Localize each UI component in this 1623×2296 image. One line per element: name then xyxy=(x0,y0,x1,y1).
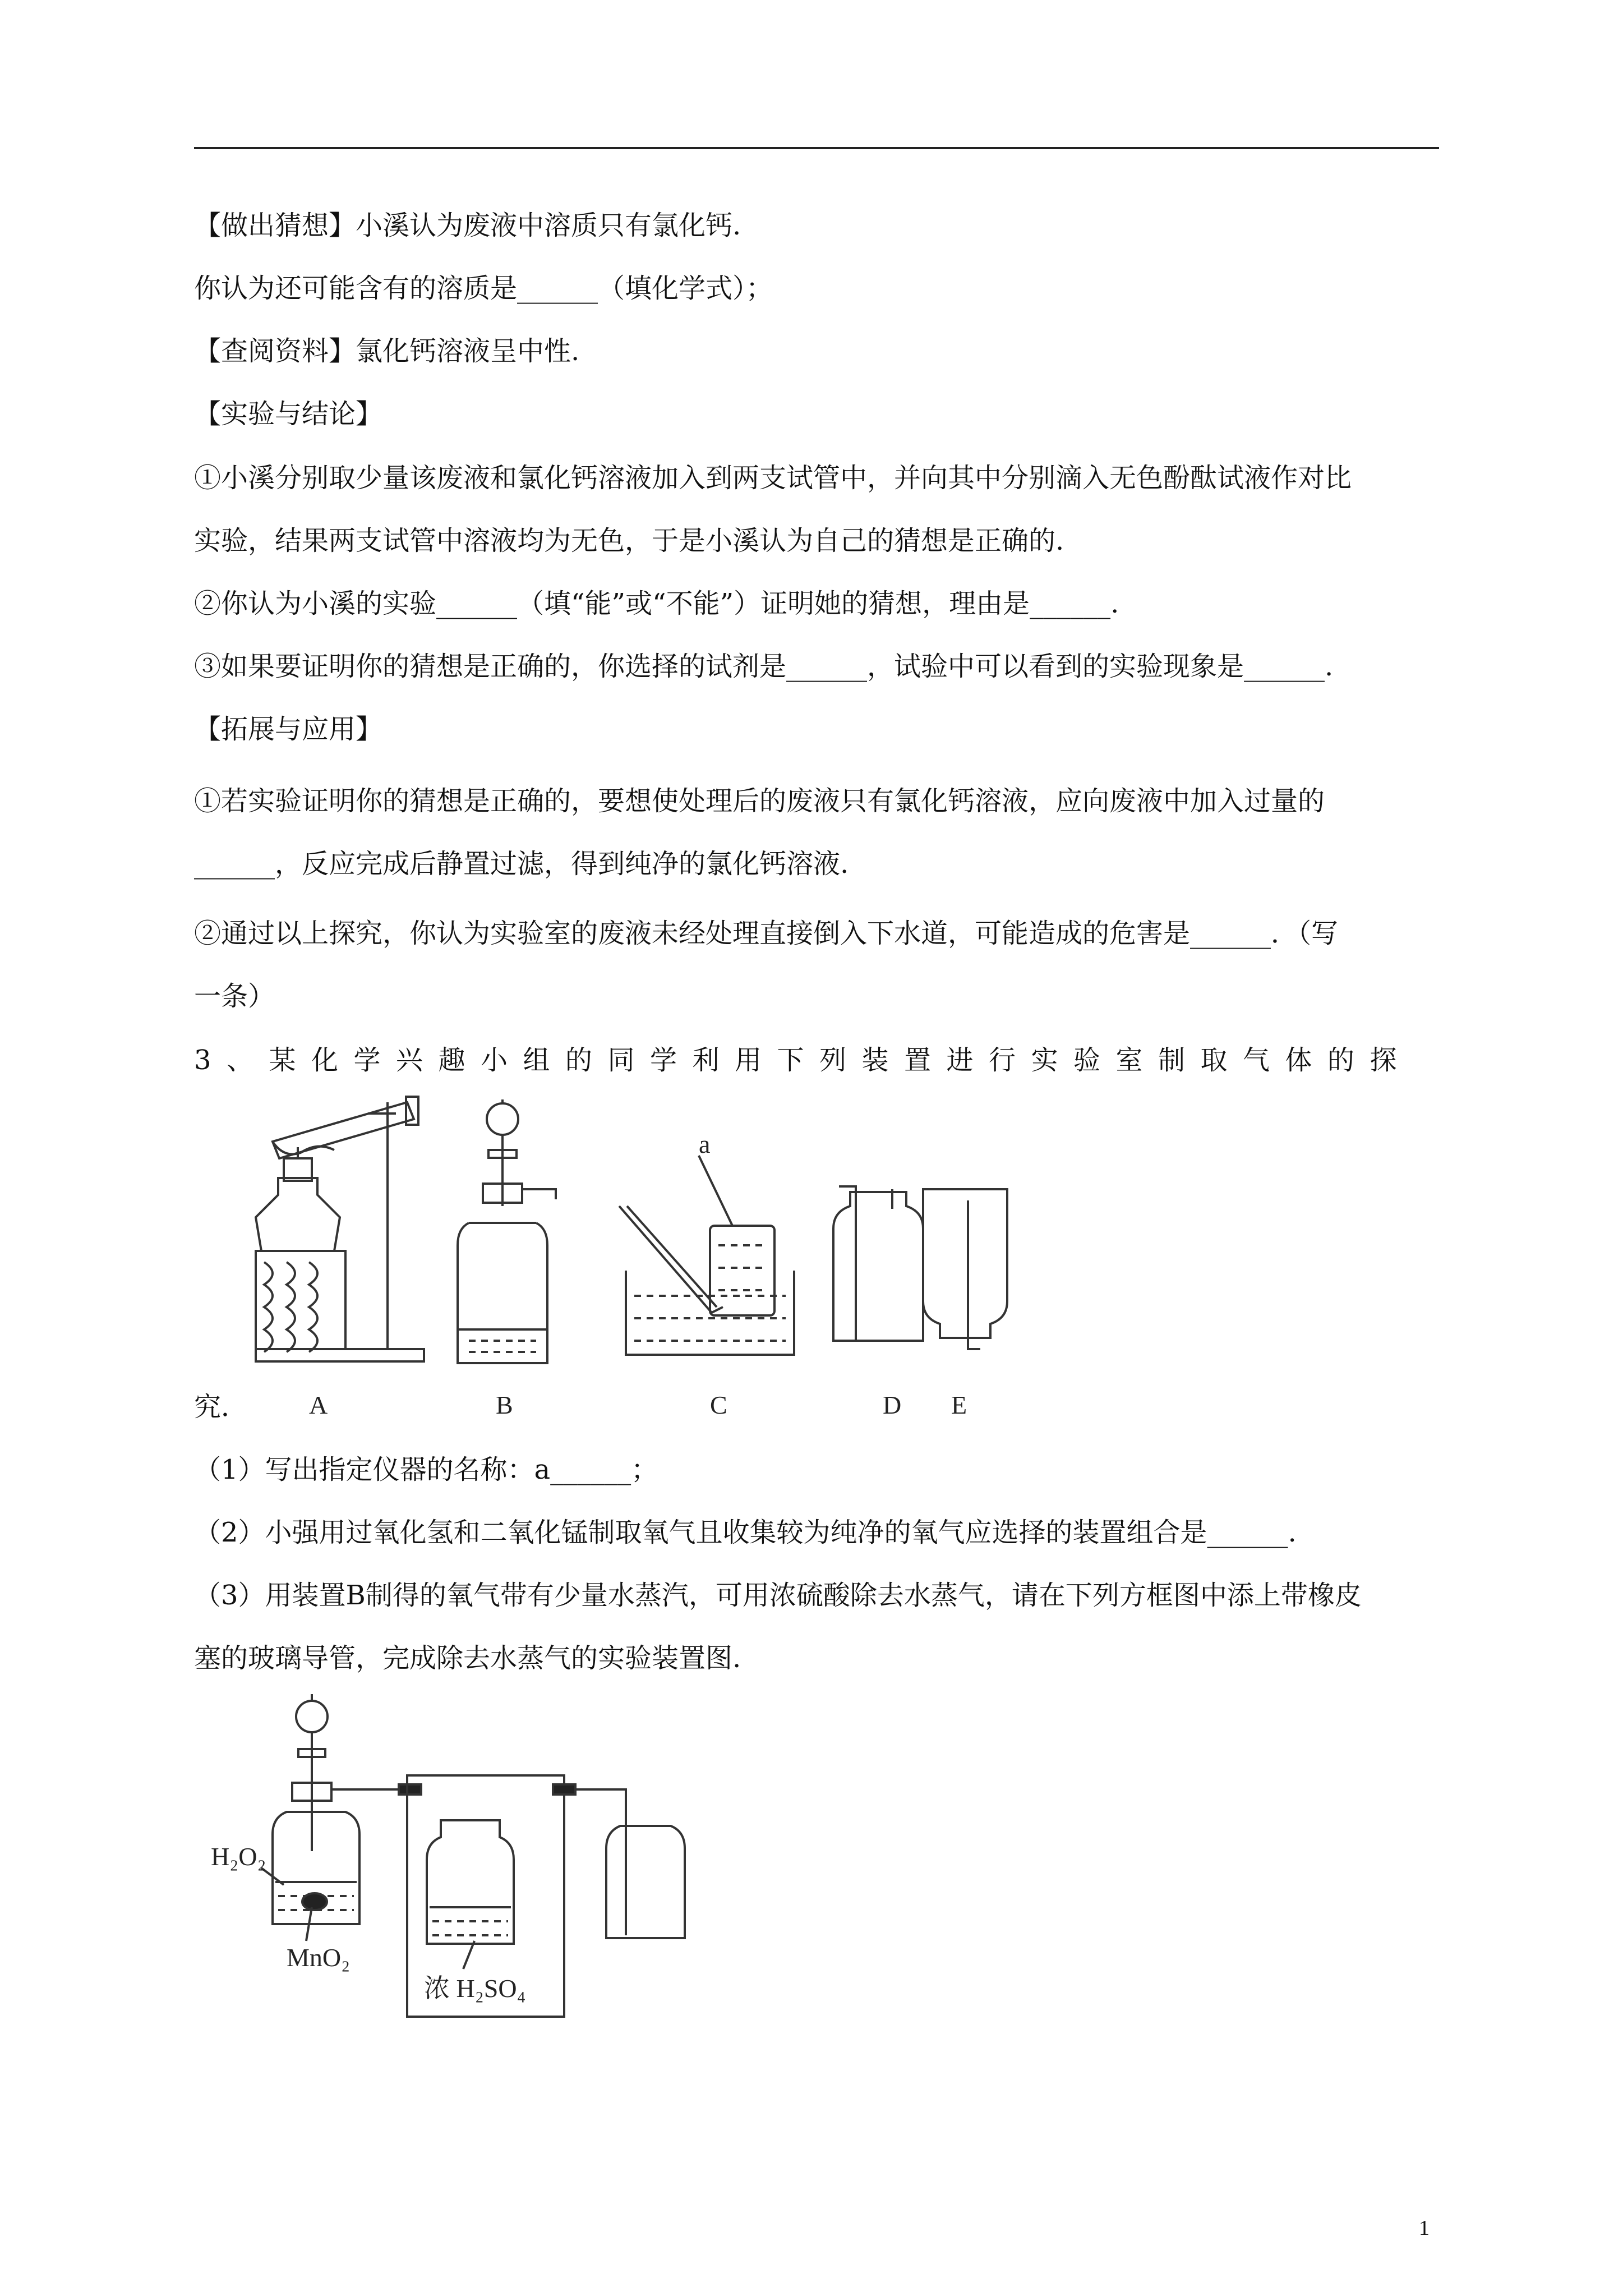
text-line-13: 一条） xyxy=(194,981,275,1012)
apparatus-label-a: A xyxy=(309,1391,328,1419)
page-number: 1 xyxy=(1419,2216,1430,2240)
text-line-9: 【拓展与应用】 xyxy=(194,714,383,745)
apparatus-label-c: C xyxy=(710,1391,727,1419)
text-line-18: （3）用装置B制得的氧气带有少量水蒸汽，可用浓硫酸除去水蒸气，请在下列方框图中添上带橡皮 xyxy=(194,1580,1362,1611)
text-line-15: 究． xyxy=(194,1391,248,1423)
apparatus-figure-a-to-e xyxy=(194,1094,1069,1425)
text-line-1: 【做出猜想】小溪认为废液中溶质只有氯化钙. xyxy=(194,210,741,241)
text-line-5: ①小溪分别取少量该废液和氯化钙溶液加入到两支试管中，并向其中分别滴入无色酚酞试液作对比 xyxy=(194,462,1352,494)
apparatus-label-d: D xyxy=(883,1391,902,1419)
text-line-14: 3、某化学兴趣小组的同学利用下列装置进行实验室制取气体的探 xyxy=(194,1045,1413,1076)
text-line-17: （2）小强用过氧化氢和二氧化锰制取氧气且收集较为纯净的氧气应选择的装置组合是______. xyxy=(194,1517,1297,1548)
text-line-11: ______，反应完成后静置过滤，得到纯净的氯化钙溶液. xyxy=(194,848,849,880)
text-line-16: （1）写出指定仪器的名称：a______； xyxy=(194,1454,658,1485)
header-rule xyxy=(194,147,1439,149)
text-line-6: 实验，结果两支试管中溶液均为无色，于是小溪认为自己的猜想是正确的. xyxy=(194,525,1064,556)
apparatus-label-e: E xyxy=(951,1391,967,1419)
text-line-12: ②通过以上探究，你认为实验室的废液未经处理直接倒入下水道，可能造成的危害是______．（写 xyxy=(194,918,1339,949)
label-mno2: MnO₂ xyxy=(287,1943,351,1972)
drying-apparatus-figure xyxy=(194,1683,755,2042)
pointer-label-a: a xyxy=(699,1130,711,1158)
text-line-4: 【实验与结论】 xyxy=(194,398,383,430)
text-line-2: 你认为还可能含有的溶质是______（填化学式）； xyxy=(194,273,773,304)
text-line-3: 【查阅资料】氯化钙溶液呈中性. xyxy=(194,335,580,367)
label-conc-h2so4: 浓 H₂SO₄ xyxy=(424,1974,526,2003)
text-line-19: 塞的玻璃导管，完成除去水蒸气的实验装置图. xyxy=(194,1642,741,1674)
label-h2o2: H₂O₂ xyxy=(211,1842,266,1871)
text-line-10: ①若实验证明你的猜想是正确的，要想使处理后的废液只有氯化钙溶液，应向废液中加入过量的 xyxy=(194,785,1325,817)
text-line-8: ③如果要证明你的猜想是正确的，你选择的试剂是______，试验中可以看到的实验现象是______. xyxy=(194,651,1334,682)
apparatus-label-b: B xyxy=(496,1391,513,1419)
text-line-7: ②你认为小溪的实验______（填“能”或“不能”）证明她的猜想，理由是______. xyxy=(194,588,1119,619)
